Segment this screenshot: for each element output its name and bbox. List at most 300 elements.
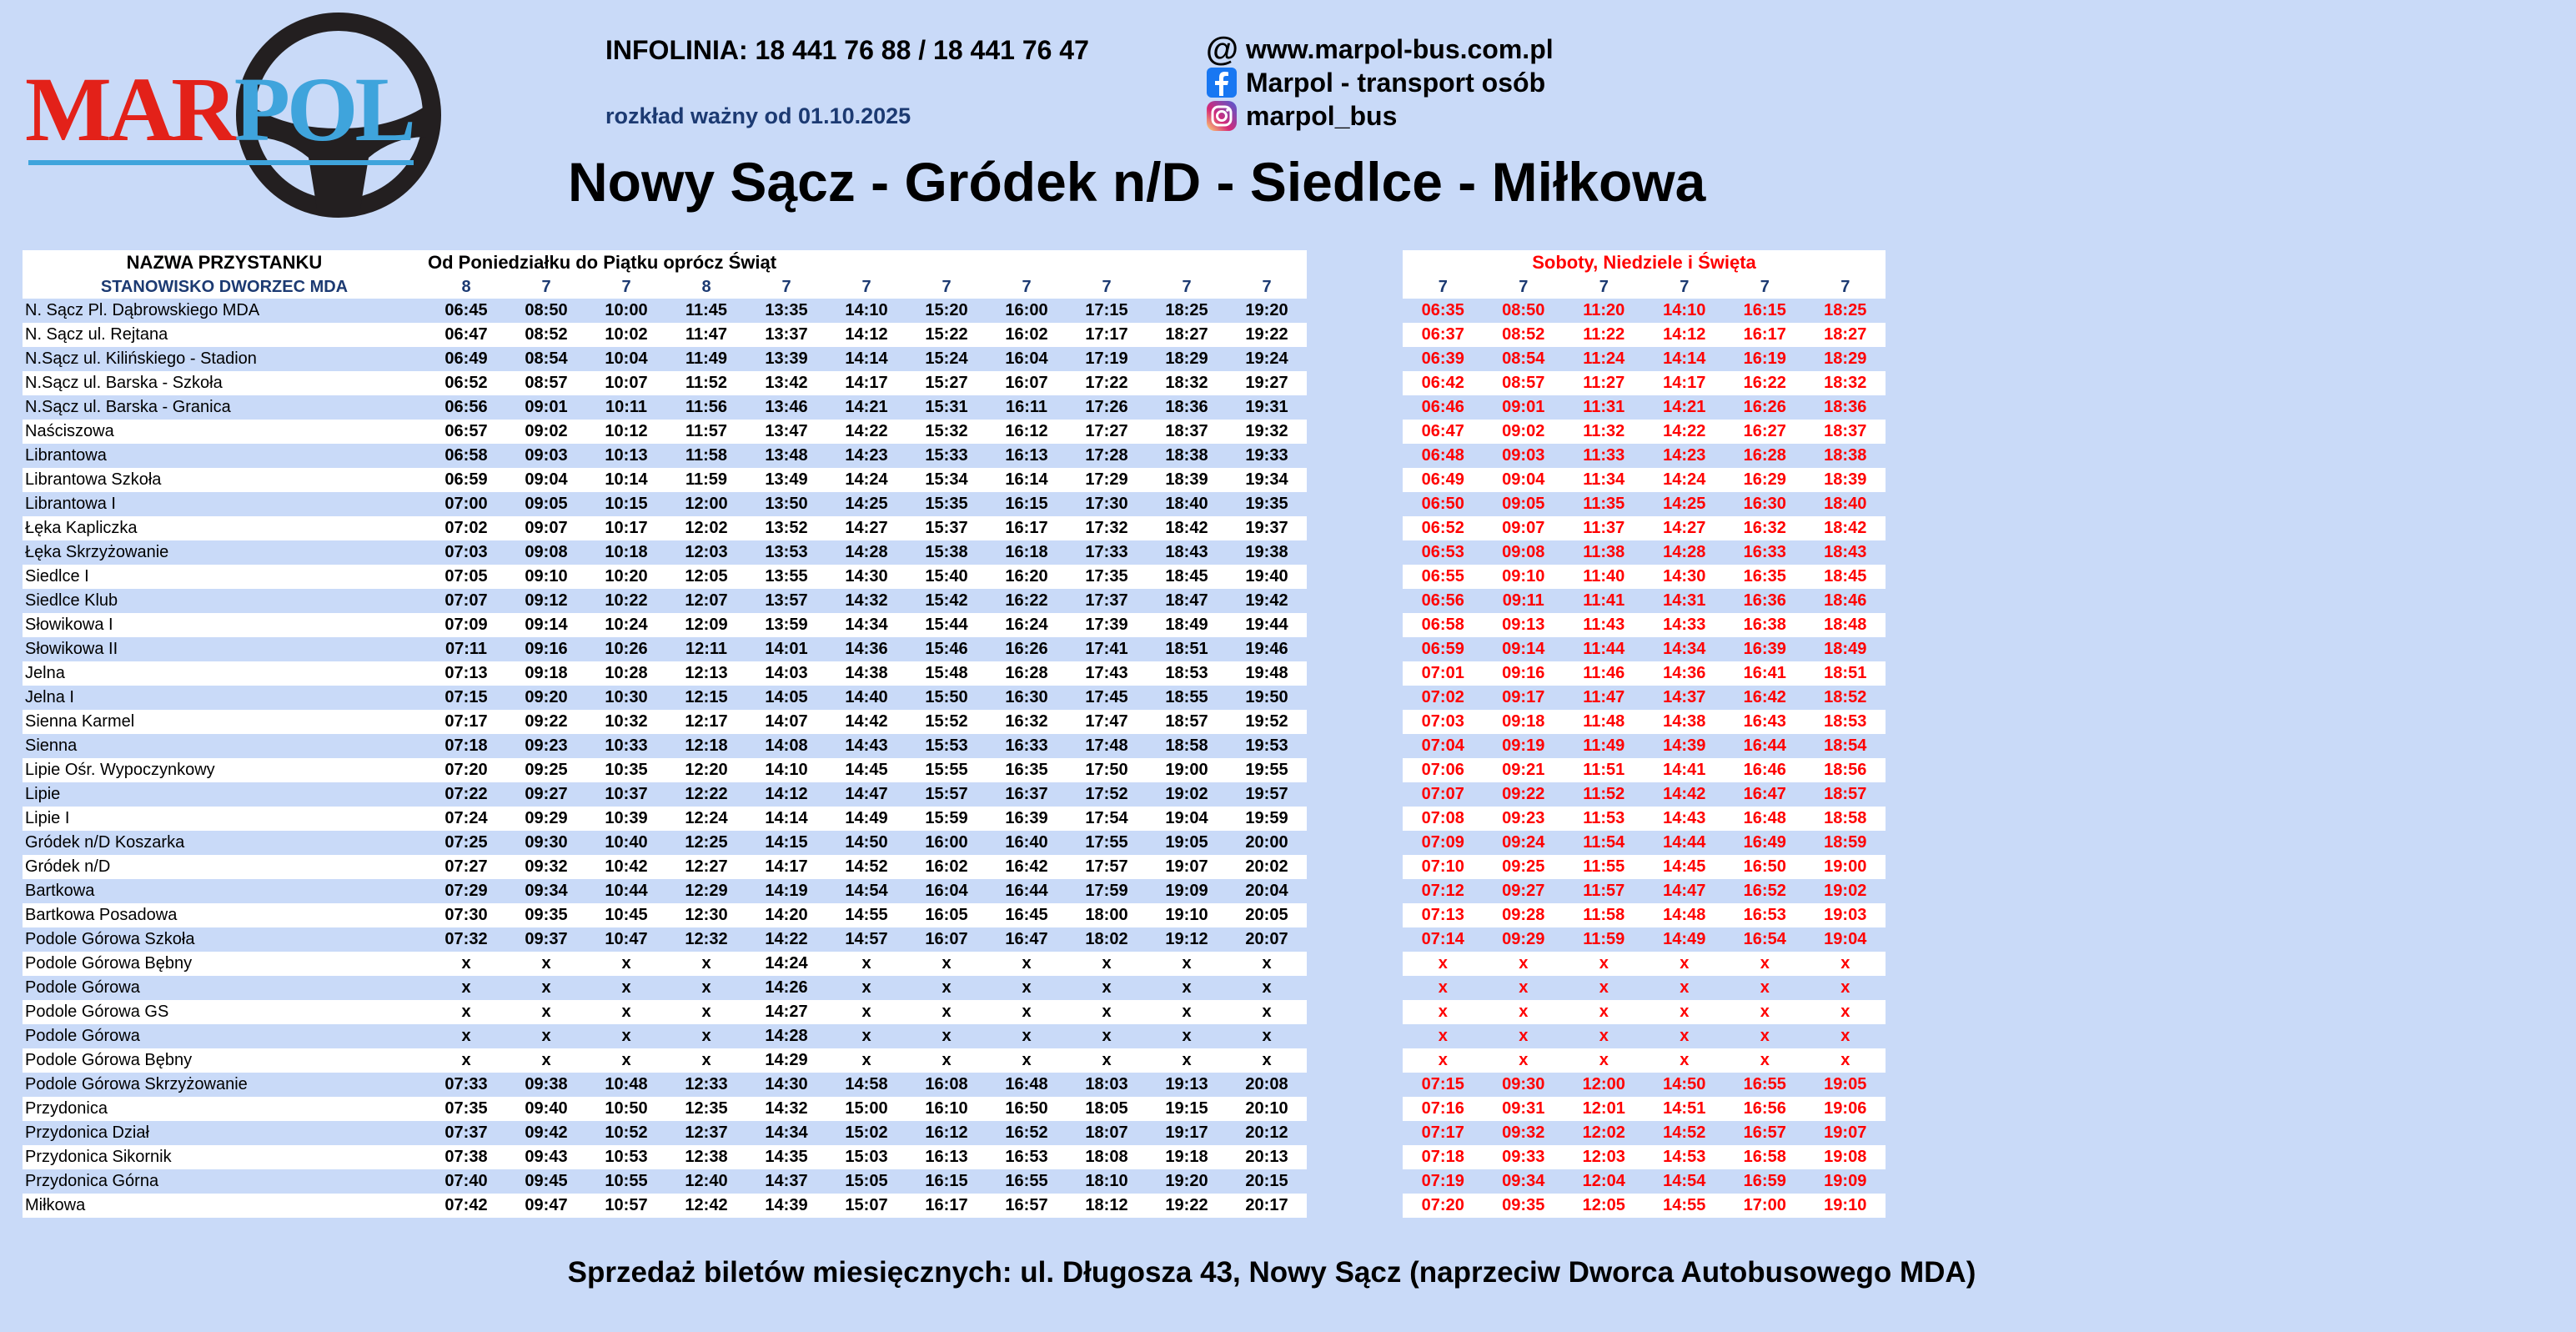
departure-time: 14:17 [1645, 371, 1725, 395]
stop-name: Librantowa Szkoła [23, 468, 426, 492]
stop-name: Naściszowa [23, 420, 426, 444]
departure-time: 12:32 [666, 927, 746, 952]
departure-time: 15:57 [906, 782, 987, 807]
departure-time: 06:57 [426, 420, 506, 444]
departure-time: 18:45 [1805, 565, 1886, 589]
departure-time: 07:30 [426, 903, 506, 927]
departure-time: 17:43 [1067, 661, 1147, 686]
departure-time: 06:46 [1403, 395, 1484, 420]
departure-time: 07:07 [426, 589, 506, 613]
departure-time: 19:10 [1147, 903, 1227, 927]
table-row [1403, 661, 1886, 686]
table-row [1403, 903, 1886, 927]
departure-time: 09:27 [506, 782, 586, 807]
departure-time: 17:50 [1067, 758, 1147, 782]
departure-time: x [906, 1024, 987, 1048]
departure-time: 19:02 [1147, 782, 1227, 807]
table-row [23, 807, 1307, 831]
departure-time: 19:40 [1227, 565, 1307, 589]
departure-time: 15:02 [826, 1121, 906, 1145]
facebook-contact[interactable] [1206, 67, 1545, 98]
departure-time: 14:22 [1645, 420, 1725, 444]
departure-time: 10:04 [586, 347, 666, 371]
departure-time: 07:16 [1403, 1097, 1484, 1121]
departure-time: 11:48 [1564, 710, 1645, 734]
departure-time: 11:44 [1564, 637, 1645, 661]
departure-time: 11:49 [1564, 734, 1645, 758]
stop-name: Przydonica Dział [23, 1121, 426, 1145]
departure-time: 14:39 [1645, 734, 1725, 758]
departure-time: 15:35 [906, 492, 987, 516]
departure-time: 12:13 [666, 661, 746, 686]
line-number: 8 [426, 275, 506, 299]
departure-time: 10:45 [586, 903, 666, 927]
instagram-contact[interactable] [1206, 100, 1397, 132]
departure-time: 11:40 [1564, 565, 1645, 589]
departure-time: 10:35 [586, 758, 666, 782]
departure-time: 17:27 [1067, 420, 1147, 444]
departure-time: 18:29 [1805, 347, 1886, 371]
departure-time: 13:59 [746, 613, 826, 637]
departure-time: 14:22 [746, 927, 826, 952]
departure-time: 09:08 [506, 540, 586, 565]
departure-time: 18:57 [1805, 782, 1886, 807]
departure-time: 14:24 [826, 468, 906, 492]
departure-time: 14:14 [746, 807, 826, 831]
departure-time: 09:01 [1484, 395, 1564, 420]
departure-time: 13:47 [746, 420, 826, 444]
departure-time: 14:21 [1645, 395, 1725, 420]
stop-name: Siedlce Klub [23, 589, 426, 613]
departure-time: x [1227, 1024, 1307, 1048]
departure-time: x [1227, 1048, 1307, 1073]
departure-time: 18:53 [1805, 710, 1886, 734]
departure-time: 16:42 [987, 855, 1067, 879]
departure-time: 18:46 [1805, 589, 1886, 613]
departure-time: 19:34 [1227, 468, 1307, 492]
departure-time: 06:42 [1403, 371, 1484, 395]
departure-time: 16:17 [987, 516, 1067, 540]
departure-time: 07:09 [1403, 831, 1484, 855]
departure-time: 14:33 [1645, 613, 1725, 637]
departure-time: 07:15 [426, 686, 506, 710]
departure-time: 16:26 [987, 637, 1067, 661]
departure-time: 06:56 [1403, 589, 1484, 613]
departure-time: 18:56 [1805, 758, 1886, 782]
stop-name: Przydonica Górna [23, 1169, 426, 1194]
departure-time: 16:30 [987, 686, 1067, 710]
departure-time: 15:27 [906, 371, 987, 395]
departure-time: x [1725, 1024, 1805, 1048]
departure-time: 16:54 [1725, 927, 1805, 952]
departure-time: 15:20 [906, 299, 987, 323]
departure-time: 10:42 [586, 855, 666, 879]
departure-time: 06:59 [1403, 637, 1484, 661]
departure-time: 19:03 [1805, 903, 1886, 927]
departure-time: 15:42 [906, 589, 987, 613]
departure-time: 14:49 [1645, 927, 1725, 952]
departure-time: 19:46 [1227, 637, 1307, 661]
departure-time: x [1725, 1000, 1805, 1024]
website-url[interactable]: www.marpol-bus.com.pl [1246, 33, 1554, 64]
departure-time: x [506, 1048, 586, 1073]
departure-time: 18:00 [1067, 903, 1147, 927]
departure-time: 16:00 [987, 299, 1067, 323]
departure-time: 17:48 [1067, 734, 1147, 758]
departure-time: 16:57 [987, 1194, 1067, 1218]
weekend-timetable [1403, 250, 1886, 1218]
departure-time: 20:15 [1227, 1169, 1307, 1194]
departure-time: 14:17 [746, 855, 826, 879]
departure-time: 15:22 [906, 323, 987, 347]
departure-time: 16:33 [1725, 540, 1805, 565]
departure-time: 09:42 [506, 1121, 586, 1145]
line-number: 7 [1725, 275, 1805, 299]
departure-time: 14:40 [826, 686, 906, 710]
table-row [1403, 516, 1886, 540]
departure-time: 10:52 [586, 1121, 666, 1145]
table-row [23, 371, 1307, 395]
departure-time: 12:22 [666, 782, 746, 807]
departure-time: 07:38 [426, 1145, 506, 1169]
departure-time: 20:02 [1227, 855, 1307, 879]
departure-time: 07:15 [1403, 1073, 1484, 1097]
departure-time: x [987, 952, 1067, 976]
departure-time: 08:52 [506, 323, 586, 347]
departure-time: 15:07 [826, 1194, 906, 1218]
departure-time: 16:46 [1725, 758, 1805, 782]
departure-time: 14:37 [1645, 686, 1725, 710]
weekend-header-row [1403, 250, 1886, 275]
departure-time: 14:51 [1645, 1097, 1725, 1121]
departure-time: 15:46 [906, 637, 987, 661]
departure-time: 19:57 [1227, 782, 1307, 807]
stop-name: Łęka Skrzyżowanie [23, 540, 426, 565]
departure-time: 11:41 [1564, 589, 1645, 613]
departure-time: x [826, 1024, 906, 1048]
departure-time: 18:07 [1067, 1121, 1147, 1145]
departure-time: 09:29 [506, 807, 586, 831]
table-row [23, 1024, 1307, 1048]
departure-time: 09:37 [506, 927, 586, 952]
departure-time: 08:57 [1484, 371, 1564, 395]
departure-time: x [1645, 952, 1725, 976]
departure-time: 10:57 [586, 1194, 666, 1218]
departure-time: 09:02 [1484, 420, 1564, 444]
stop-name: Bartkowa [23, 879, 426, 903]
departure-time: 09:08 [1484, 540, 1564, 565]
departure-time: 13:49 [746, 468, 826, 492]
departure-time: 17:32 [1067, 516, 1147, 540]
table-row [1403, 1097, 1886, 1121]
departure-time: 15:05 [826, 1169, 906, 1194]
table-row [1403, 395, 1886, 420]
departure-time: 14:31 [1645, 589, 1725, 613]
departure-time: 20:05 [1227, 903, 1307, 927]
departure-time: x [1564, 1048, 1645, 1073]
departure-time: 10:17 [586, 516, 666, 540]
departure-time: 16:22 [987, 589, 1067, 613]
table-row [1403, 444, 1886, 468]
departure-time: 17:55 [1067, 831, 1147, 855]
table-row [23, 782, 1307, 807]
departure-time: 18:49 [1805, 637, 1886, 661]
table-row [1403, 1000, 1886, 1024]
departure-time: 19:13 [1147, 1073, 1227, 1097]
weekend-days-header: Soboty, Niedziele i Święta [1403, 250, 1886, 275]
departure-time: x [426, 1048, 506, 1073]
table-row [1403, 347, 1886, 371]
departure-time: 10:47 [586, 927, 666, 952]
departure-time: 14:27 [746, 1000, 826, 1024]
instagram-icon [1206, 100, 1238, 132]
departure-time: 14:35 [746, 1145, 826, 1169]
departure-time: 09:12 [506, 589, 586, 613]
departure-time: x [826, 1048, 906, 1073]
facebook-name[interactable]: Marpol - transport osób [1246, 67, 1546, 98]
departure-time: 15:55 [906, 758, 987, 782]
departure-time: 17:41 [1067, 637, 1147, 661]
departure-time: 10:13 [586, 444, 666, 468]
departure-time: 09:07 [506, 516, 586, 540]
departure-time: 06:37 [1403, 323, 1484, 347]
departure-time: 14:12 [826, 323, 906, 347]
table-row [23, 1048, 1307, 1073]
departure-time: 16:18 [987, 540, 1067, 565]
departure-time: 07:35 [426, 1097, 506, 1121]
departure-time: 15:37 [906, 516, 987, 540]
departure-time: 09:04 [1484, 468, 1564, 492]
departure-time: 09:40 [506, 1097, 586, 1121]
website-contact[interactable] [1206, 31, 1554, 68]
departure-time: 16:48 [1725, 807, 1805, 831]
table-row [1403, 855, 1886, 879]
departure-time: 18:02 [1067, 927, 1147, 952]
departure-time: 20:12 [1227, 1121, 1307, 1145]
departure-time: 14:45 [826, 758, 906, 782]
departure-time: 13:50 [746, 492, 826, 516]
departure-time: 19:10 [1805, 1194, 1886, 1218]
departure-time: x [1147, 976, 1227, 1000]
departure-time: 18:43 [1805, 540, 1886, 565]
departure-time: 09:43 [506, 1145, 586, 1169]
weekday-header-row [23, 250, 1307, 275]
departure-time: 12:05 [666, 565, 746, 589]
departure-time: 16:55 [1725, 1073, 1805, 1097]
departure-time: 07:08 [1403, 807, 1484, 831]
departure-time: 11:46 [1564, 661, 1645, 686]
departure-time: 14:34 [826, 613, 906, 637]
departure-time: x [1484, 1000, 1564, 1024]
departure-time: 07:33 [426, 1073, 506, 1097]
departure-time: 18:53 [1147, 661, 1227, 686]
table-row [1403, 782, 1886, 807]
table-row [23, 879, 1307, 903]
departure-time: 06:58 [1403, 613, 1484, 637]
departure-time: 09:23 [506, 734, 586, 758]
departure-time: 16:12 [906, 1121, 987, 1145]
departure-time: x [586, 976, 666, 1000]
departure-time: 09:47 [506, 1194, 586, 1218]
departure-time: 09:28 [1484, 903, 1564, 927]
line-number: 7 [906, 275, 987, 299]
departure-time: 18:27 [1805, 323, 1886, 347]
line-number: 7 [746, 275, 826, 299]
departure-time: 07:29 [426, 879, 506, 903]
departure-time: x [586, 1024, 666, 1048]
departure-time: 13:52 [746, 516, 826, 540]
departure-time: 10:44 [586, 879, 666, 903]
departure-time: 16:55 [987, 1169, 1067, 1194]
departure-time: 10:07 [586, 371, 666, 395]
departure-time: x [906, 952, 987, 976]
departure-time: 12:07 [666, 589, 746, 613]
departure-time: 13:55 [746, 565, 826, 589]
departure-time: 14:19 [746, 879, 826, 903]
departure-time: 12:20 [666, 758, 746, 782]
departure-time: 16:08 [906, 1073, 987, 1097]
departure-time: 11:58 [666, 444, 746, 468]
stop-name: Przydonica [23, 1097, 426, 1121]
stop-name: Gródek n/D Koszarka [23, 831, 426, 855]
departure-time: 12:25 [666, 831, 746, 855]
departure-time: x [1067, 1024, 1147, 1048]
departure-time: 18:55 [1147, 686, 1227, 710]
departure-time: 09:21 [1484, 758, 1564, 782]
departure-time: 16:52 [987, 1121, 1067, 1145]
departure-time: x [1805, 952, 1886, 976]
departure-time: 07:07 [1403, 782, 1484, 807]
departure-time: x [666, 976, 746, 1000]
table-row [23, 1121, 1307, 1145]
departure-time: 09:18 [1484, 710, 1564, 734]
departure-time: 16:40 [987, 831, 1067, 855]
table-row [23, 565, 1307, 589]
departure-time: 06:49 [426, 347, 506, 371]
departure-time: 18:59 [1805, 831, 1886, 855]
departure-time: 16:17 [906, 1194, 987, 1218]
departure-time: 14:24 [1645, 468, 1725, 492]
departure-time: x [1805, 1000, 1886, 1024]
departure-time: 06:49 [1403, 468, 1484, 492]
departure-time: 14:57 [826, 927, 906, 952]
departure-time: 11:45 [666, 299, 746, 323]
departure-time: 06:56 [426, 395, 506, 420]
departure-time: x [1484, 1024, 1564, 1048]
departure-time: 07:02 [426, 516, 506, 540]
departure-time: 17:28 [1067, 444, 1147, 468]
departure-time: x [906, 976, 987, 1000]
departure-time: 16:39 [1725, 637, 1805, 661]
table-row [23, 299, 1307, 323]
departure-time: 14:30 [826, 565, 906, 589]
departure-time: x [1403, 976, 1484, 1000]
departure-time: 06:50 [1403, 492, 1484, 516]
departure-time: x [1227, 1000, 1307, 1024]
departure-time: 16:07 [987, 371, 1067, 395]
departure-time: 16:28 [987, 661, 1067, 686]
departure-time: 08:54 [506, 347, 586, 371]
departure-time: x [1147, 1048, 1227, 1073]
departure-time: 07:25 [426, 831, 506, 855]
departure-time: x [1147, 952, 1227, 976]
line-number: 7 [826, 275, 906, 299]
departure-time: 09:04 [506, 468, 586, 492]
departure-time: 16:41 [1725, 661, 1805, 686]
table-row [23, 516, 1307, 540]
table-row [1403, 1073, 1886, 1097]
departure-time: 19:35 [1227, 492, 1307, 516]
table-row [1403, 1194, 1886, 1218]
departure-time: x [666, 1000, 746, 1024]
departure-time: 17:33 [1067, 540, 1147, 565]
table-row [1403, 1145, 1886, 1169]
departure-time: 11:35 [1564, 492, 1645, 516]
departure-time: 14:36 [826, 637, 906, 661]
departure-time: 19:52 [1227, 710, 1307, 734]
departure-time: 11:38 [1564, 540, 1645, 565]
departure-time: 14:08 [746, 734, 826, 758]
departure-time: 19:42 [1227, 589, 1307, 613]
stop-name: Lipie I [23, 807, 426, 831]
departure-time: 17:47 [1067, 710, 1147, 734]
table-row [23, 734, 1307, 758]
line-number: 7 [1067, 275, 1147, 299]
departure-time: 20:10 [1227, 1097, 1307, 1121]
table-row [23, 1194, 1307, 1218]
departure-time: 12:02 [666, 516, 746, 540]
departure-time: 14:28 [746, 1024, 826, 1048]
instagram-handle[interactable]: marpol_bus [1246, 100, 1398, 131]
departure-time: 14:23 [1645, 444, 1725, 468]
departure-time: 10:50 [586, 1097, 666, 1121]
departure-time: 20:00 [1227, 831, 1307, 855]
departure-time: 16:12 [987, 420, 1067, 444]
departure-time: 11:59 [666, 468, 746, 492]
departure-time: 16:58 [1725, 1145, 1805, 1169]
departure-time: x [506, 952, 586, 976]
departure-time: 14:50 [826, 831, 906, 855]
departure-time: 09:17 [1484, 686, 1564, 710]
departure-time: 10:48 [586, 1073, 666, 1097]
departure-time: 06:45 [426, 299, 506, 323]
departure-time: 11:51 [1564, 758, 1645, 782]
departure-time: 10:28 [586, 661, 666, 686]
stop-name: Miłkowa [23, 1194, 426, 1218]
weekday-days-header: Od Poniedziałku do Piątku oprócz Świąt [426, 250, 1307, 275]
departure-time: 12:33 [666, 1073, 746, 1097]
departure-time: 16:48 [987, 1073, 1067, 1097]
departure-time: 06:53 [1403, 540, 1484, 565]
departure-time: 15:33 [906, 444, 987, 468]
table-row [1403, 637, 1886, 661]
departure-time: x [1147, 1000, 1227, 1024]
departure-time: 09:31 [1484, 1097, 1564, 1121]
departure-time: 16:07 [906, 927, 987, 952]
departure-time: x [1147, 1024, 1227, 1048]
departure-time: 16:33 [987, 734, 1067, 758]
departure-time: 14:20 [746, 903, 826, 927]
departure-time: 11:49 [666, 347, 746, 371]
departure-time: 16:38 [1725, 613, 1805, 637]
departure-time: 18:03 [1067, 1073, 1147, 1097]
departure-time: x [906, 1000, 987, 1024]
departure-time: 14:38 [1645, 710, 1725, 734]
departure-time: 09:45 [506, 1169, 586, 1194]
table-row [1403, 371, 1886, 395]
departure-time: 09:34 [506, 879, 586, 903]
departure-time: 08:50 [1484, 299, 1564, 323]
